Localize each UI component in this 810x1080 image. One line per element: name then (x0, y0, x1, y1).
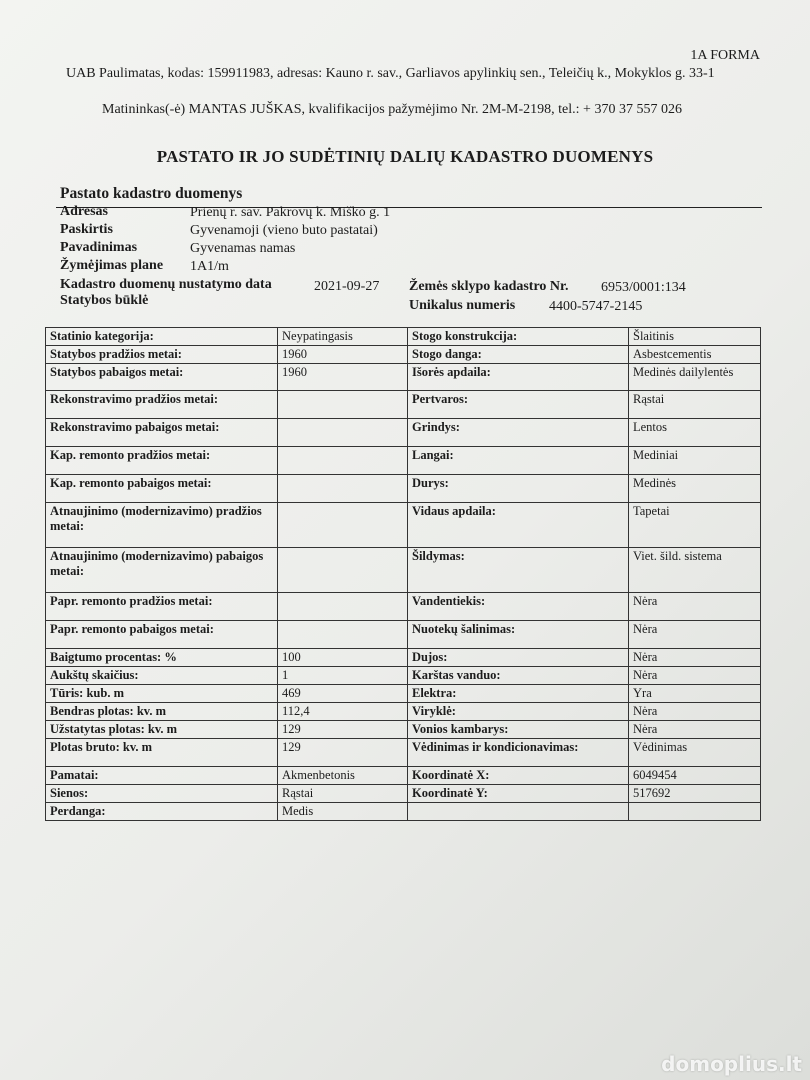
table-row (46, 767, 761, 785)
document-title: PASTATO IR JO SUDĖTINIŲ DALIŲ KADASTRO DUOMENYS (156, 147, 654, 166)
field-value-cell: 6049454 (629, 767, 761, 785)
field-value-cell: 129 (278, 739, 408, 767)
field-label-cell: Elektra: (408, 685, 629, 703)
field-label-cell: Stogo danga: (408, 346, 629, 364)
table-row (46, 649, 761, 667)
field-label-cell: Dujos: (408, 649, 629, 667)
table-row (46, 803, 761, 821)
field-value-cell: Vėdinimas (629, 739, 761, 767)
field-label-cell: Vėdinimas ir kondicionavimas: (408, 739, 629, 767)
field-label-cell: Rekonstravimo pabaigos metai: (46, 419, 278, 447)
field-value-cell: Medis (278, 803, 408, 821)
table-row (46, 328, 761, 346)
field-value-cell: Rąstai (629, 391, 761, 419)
field-label-cell: Perdanga: (46, 803, 278, 821)
unique-number-value: 4400-5747-2145 (549, 299, 643, 314)
watermark-logo: domoplius.lt (661, 1052, 802, 1076)
field-value-cell (278, 621, 408, 649)
field-value-cell: Yra (629, 685, 761, 703)
section-title: Pastato kadastro duomenys (60, 185, 243, 202)
field-value-cell (278, 475, 408, 503)
field-label-cell: Pamatai: (46, 767, 278, 785)
field-value-cell (278, 447, 408, 475)
field-value-cell: 112,4 (278, 703, 408, 721)
field-value-cell: Šlaitinis (629, 328, 761, 346)
field-value-cell: Nėra (629, 621, 761, 649)
field-value-cell: Medinės dailylentės (629, 364, 761, 391)
field-label-cell: Statinio kategorija: (46, 328, 278, 346)
table-row (46, 593, 761, 621)
field-label-cell: Koordinatė X: (408, 767, 629, 785)
field-label-cell: Vonios kambarys: (408, 721, 629, 739)
field-value-cell: Nėra (629, 703, 761, 721)
field-value-cell: 1960 (278, 364, 408, 391)
field-value-cell: Nėra (629, 721, 761, 739)
field-label-cell: Atnaujinimo (modernizavimo) pabaigos metai: (46, 548, 278, 593)
field-value-cell: Akmenbetonis (278, 767, 408, 785)
field-value-cell (278, 593, 408, 621)
field-label-cell: Papr. remonto pradžios metai: (46, 593, 278, 621)
field-label-cell: Pertvaros: (408, 391, 629, 419)
land-plot-label: Žemės sklypo kadastro Nr. (409, 279, 569, 294)
table-row (46, 667, 761, 685)
table-row (46, 785, 761, 803)
field-label-cell: Langai: (408, 447, 629, 475)
field-label-cell: Grindys: (408, 419, 629, 447)
name-value: Gyvenamas namas (190, 241, 296, 256)
field-value-cell (278, 419, 408, 447)
plan-marking-label: Žymėjimas plane (60, 258, 164, 273)
field-label-cell: Durys: (408, 475, 629, 503)
table-row (46, 364, 761, 391)
surveyor-line: Matininkas(-ė) MANTAS JUŠKAS, kvalifikacijos pažymėjimo Nr. 2M-M-2198, tel.: + 370 37 557 026 (102, 102, 682, 117)
table-row (46, 419, 761, 447)
plan-marking-value: 1A1/m (190, 259, 229, 274)
field-label-cell: Plotas bruto: kv. m (46, 739, 278, 767)
field-value-cell: Rąstai (278, 785, 408, 803)
field-label-cell: Bendras plotas: kv. m (46, 703, 278, 721)
cadastre-date-label: Kadastro duomenų nustatymo data (60, 277, 272, 292)
construction-status-label: Statybos būklė (60, 293, 149, 308)
field-value-cell: Mediniai (629, 447, 761, 475)
section-divider (56, 207, 762, 208)
table-row (46, 447, 761, 475)
table-row (46, 685, 761, 703)
field-label-cell: Statybos pabaigos metai: (46, 364, 278, 391)
field-label-cell: Šildymas: (408, 548, 629, 593)
field-value-cell: Asbestcementis (629, 346, 761, 364)
field-value-cell: Nėra (629, 667, 761, 685)
field-label-cell: Viryklė: (408, 703, 629, 721)
form-number: 1A FORMA (690, 48, 760, 63)
field-label-cell (408, 803, 629, 821)
field-value-cell: 1960 (278, 346, 408, 364)
field-value-cell: 100 (278, 649, 408, 667)
field-label-cell: Karštas vanduo: (408, 667, 629, 685)
field-label-cell: Kap. remonto pabaigos metai: (46, 475, 278, 503)
field-label-cell: Užstatytas plotas: kv. m (46, 721, 278, 739)
field-label-cell: Statybos pradžios metai: (46, 346, 278, 364)
table-row (46, 548, 761, 593)
field-label-cell: Išorės apdaila: (408, 364, 629, 391)
field-value-cell: 129 (278, 721, 408, 739)
table-row (46, 391, 761, 419)
field-label-cell: Tūris: kub. m (46, 685, 278, 703)
field-value-cell: Medinės (629, 475, 761, 503)
address-label: Adresas (60, 204, 108, 219)
field-value-cell (278, 503, 408, 548)
building-data-table (45, 327, 761, 821)
purpose-label: Paskirtis (60, 222, 113, 237)
field-value-cell: 469 (278, 685, 408, 703)
table-row (46, 346, 761, 364)
name-label: Pavadinimas (60, 240, 138, 255)
address-value: Prienų r. sav. Pakrovų k. Miško g. 1 (190, 205, 391, 220)
table-row (46, 475, 761, 503)
field-value-cell (278, 548, 408, 593)
field-label-cell: Nuotekų šalinimas: (408, 621, 629, 649)
field-label-cell: Vidaus apdaila: (408, 503, 629, 548)
field-value-cell (629, 803, 761, 821)
field-label-cell: Papr. remonto pabaigos metai: (46, 621, 278, 649)
field-label-cell: Vandentiekis: (408, 593, 629, 621)
field-label-cell: Stogo konstrukcija: (408, 328, 629, 346)
land-plot-value: 6953/0001:134 (601, 280, 686, 295)
table-row (46, 721, 761, 739)
field-value-cell (278, 391, 408, 419)
field-value-cell: Lentos (629, 419, 761, 447)
cadastre-date-value: 2021-09-27 (314, 279, 380, 294)
table-row (46, 503, 761, 548)
field-label-cell: Rekonstravimo pradžios metai: (46, 391, 278, 419)
field-value-cell: Nėra (629, 593, 761, 621)
company-line: UAB Paulimatas, kodas: 159911983, adresas: Kauno r. sav., Garliavos apylinkių sen., Teleičių k., Mokyklos g. 33-1 (66, 66, 715, 81)
field-label-cell: Aukštų skaičius: (46, 667, 278, 685)
field-value-cell: 517692 (629, 785, 761, 803)
field-label-cell: Baigtumo procentas: % (46, 649, 278, 667)
field-value-cell: Nėra (629, 649, 761, 667)
table-row (46, 621, 761, 649)
purpose-value: Gyvenamoji (vieno buto pastatai) (190, 223, 378, 238)
table-row (46, 703, 761, 721)
field-value-cell: Neypatingasis (278, 328, 408, 346)
field-label-cell: Kap. remonto pradžios metai: (46, 447, 278, 475)
field-value-cell: Viet. šild. sistema (629, 548, 761, 593)
field-label-cell: Sienos: (46, 785, 278, 803)
table-row (46, 739, 761, 767)
field-value-cell: 1 (278, 667, 408, 685)
unique-number-label: Unikalus numeris (409, 298, 516, 313)
field-label-cell: Atnaujinimo (modernizavimo) pradžios metai: (46, 503, 278, 548)
field-value-cell: Tapetai (629, 503, 761, 548)
field-label-cell: Koordinatė Y: (408, 785, 629, 803)
